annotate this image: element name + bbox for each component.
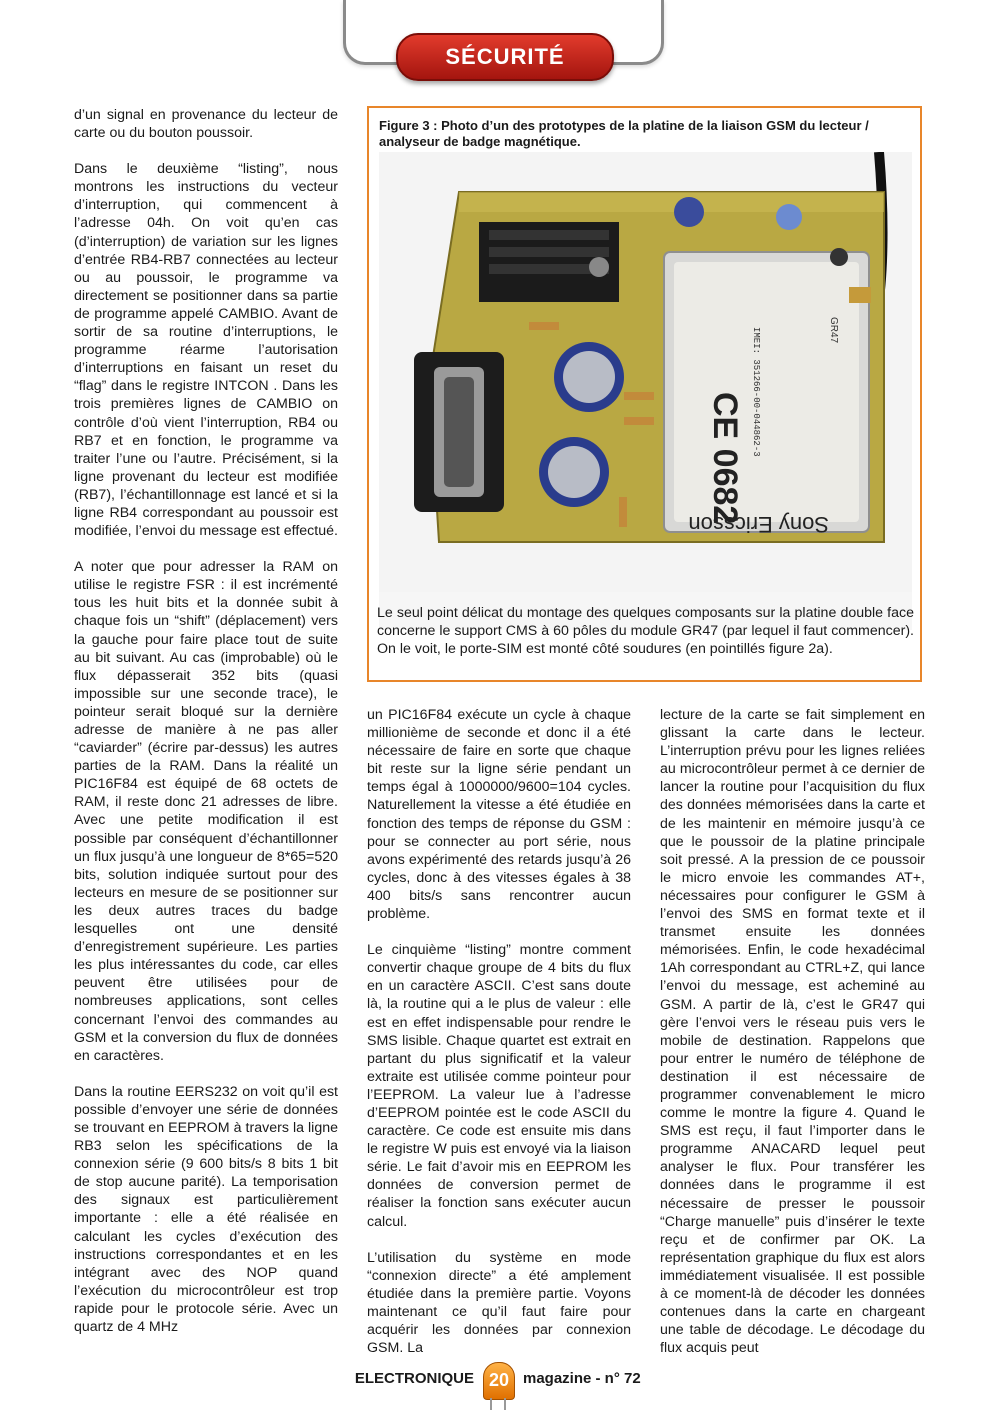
imei-label: IMEI: 351266-00-044862-3: [751, 327, 761, 457]
paragraph: Dans la routine EERS232 on voit qu’il est possible d’envoyer une série de données se trouvant en EEPROM à travers la ligne RB3 selon les spécifications de la connexion série (9 600 bits/s 8 bits 1 bit de stop aucune parité). La temporisation des signaux est particulièrement importante : elle a été réalisée en calculant les cycles d’exécution des instructions correspondantes et en les intégrant avec des NOP quand l’exécution du microcontrôleur est trop rapide pour le protocole série. Avec un quartz de 4 MHz: [74, 1083, 338, 1335]
column-1: [74, 106, 338, 1354]
module-model-label: GR47: [828, 317, 839, 344]
paragraph: d’un signal en provenance du lecteur de carte ou du bouton poussoir.: [74, 107, 338, 142]
circuit-board-illustration: [379, 152, 912, 592]
ce-mark-label: CE 0682: [706, 392, 744, 525]
module-brand-label: Sony Ericsson: [688, 512, 829, 537]
paragraph: Le cinquième “listing” montre comment convertir chaque groupe de 4 bits du flux en un caractère ASCII. C’est sans doute là, la routine qui a le plus de valeur : elle est en effet indispensable pour rendre le SMS lisible. Chaque quartet est extrait en partant du plus significatif et la valeur extraite est utilisée comme pointeur pour l’EEPROM. La valeur lue à l’adresse d’EEPROM pointée est le code ASCII du caractère. Ce code est ensuite mis dans le registre W puis est envoyé via la liaison série. Le fait d’avoir mis en EEPROM les données de conversion permet de réaliser la fonction sans exécuter aucun calcul.: [367, 942, 631, 1230]
page-footer: [0, 1362, 999, 1410]
led-leg: [490, 1398, 492, 1410]
magazine-name: ELECTRONIQUE: [354, 1370, 474, 1387]
paragraph: A noter que pour adresser la RAM on utilise le registre FSR : il est incrémenté tous les huit bits et la donnée subit à chaque fois un “shift” (déplacement) vers la gauche pour faire place tout de suite au bit suivant. Au cas (improbable) où le flux dépasserait 352 bits (quasi impossible sur une seconde trace), le pointeur serait bloqué sur la dernière adresse de manière à ne pas aller “caviarder” (écrire par-dessus) les autres parties de la RAM. Dans la réalité un PIC16F84 est équipé de 68 octets de RAM, il reste donc 21 adresses de libre. Avec une petite modification il est possible par conséquent d’échantillonner un flux jusqu’à une longueur de 8*65=520 bits, solution indiquée surtout pour des lecteurs en mesure de se positionner sur les deux autres traces du badge lesquelles ont une densité d’enregistrement supérieure. Les parties les plus intéressantes du code, car elles peuvent être utilisées pour de nombreuses applications, sont celles concernant l’envoi des commandes au GSM et la conversion du flux de données en caractères.: [74, 559, 338, 1064]
column-2: [367, 706, 631, 1375]
figure-3: [367, 106, 922, 682]
paragraph: un PIC16F84 exécute un cycle à chaque millionième de seconde et donc il a été nécessaire de faire en sorte que chaque bit reste sur la ligne série pendant un temps égal à 1000000/9600=104 cycles. Naturellement la vitesse a été étudiée en fonction des temps de réponse du GSM : pour se connecter au port série, nous avons expérimenté des retards jusqu’à 26 cycles, donc à des vitesses égales à 38 400 bits/s sans rencontrer aucun problème.: [367, 707, 631, 923]
circuit-board-photo: [379, 152, 912, 630]
paragraph: L’utilisation du système en mode “connexion directe” a été amplement étudiée dans la première partie. Voyons maintenant ce qu’il faut faire pour acquérir les données par connexion GSM. La: [367, 1249, 631, 1357]
led-leg: [504, 1398, 506, 1410]
section-badge: SÉCURITÉ: [396, 33, 614, 81]
figure-text: Le seul point délicat du montage des quelques composants sur la platine double face concerne le support CMS à 60 pôles du module GR47 (par lequel il faut commencer). On le voit, le porte-SIM est monté côté soudures (en pointillés figure 2a).: [377, 605, 914, 658]
paragraph: lecture de la carte se fait simplement en glissant la carte dans le lecteur. L’interruption prévu pour les lignes reliées au microcontrôleur permet à ce dernier de lancer la routine pour l’acquisition du flux des données mémorisées dans la carte et de les maintenir en mémoire jusqu’à ce que le poussoir de la platine principale soit pressé. A la pression de ce poussoir le micro envoie les commandes AT+, nécessaires pour configurer le GSM à l’envoi des SMS en format texte et il transmet ensuite les données mémorisées. Enfin, le code hexadécimal 1Ah correspondant au CTRL+Z, qui lance l’envoi du message, est acheminé au GSM. A partir de là, c’est le GR47 qui gère l’envoi vers le réseau puis vers le mobile de destination. Rappelons que pour entrer le numéro de téléphone de destination il est nécessaire de programmer convenablement le micro comme le montre la figure 4. Quand le SMS est reçu, il faut l’importer dans le programme ANACARD lequel peut analyser le flux. Pour transférer les données dans le programme il est nécessaire de presser le poussoir “Charge manuelle” puis d’insérer le texte reçu et de confirmer par OK. La représentation graphique du flux est alors immédiatement visualisée. Il est possible à ce moment-là de décoder les données contenues dans la carte en chargeant une table de décodage. Le décodage du flux acquis peut: [660, 707, 925, 1357]
column-3: [660, 706, 925, 1375]
issue-number: magazine - n° 72: [523, 1370, 641, 1387]
paragraph: Dans le deuxième “listing”, nous montrons les instructions du vecteur d’interruption, qui commencent à l’adresse 04h. On voit qu’en cas (d’interruption) de variation sur les lignes d’entrée RB4-RB7 connectées au lecteur ou au poussoir, le programme va directement se positionner dans sa partie de programme appelé CAMBIO. Avant de sortir de sa routine d’interruptions, le programme réarme l’autorisation d’interruptions en faisant un reset du “flag” dans le registre INTCON . Dans les trois premières lignes de CAMBIO on contrôle d’où vient l’interruption, RB4 ou RB7 et en fonction, le programme va traiter l’une ou l’autre. Précisément, si la ligne provenant du lecteur est modifiée (RB7), l’échantillonnage est lancé et si la ligne RB4 correspondant au poussoir est modifiée, l’envoi du message est effectué.: [74, 161, 338, 540]
figure-caption: Figure 3 : Photo d’un des prototypes de la platine de la liaison GSM du lecteur / analyseur de badge magnétique.: [379, 118, 869, 149]
page-number: 20: [483, 1362, 515, 1400]
